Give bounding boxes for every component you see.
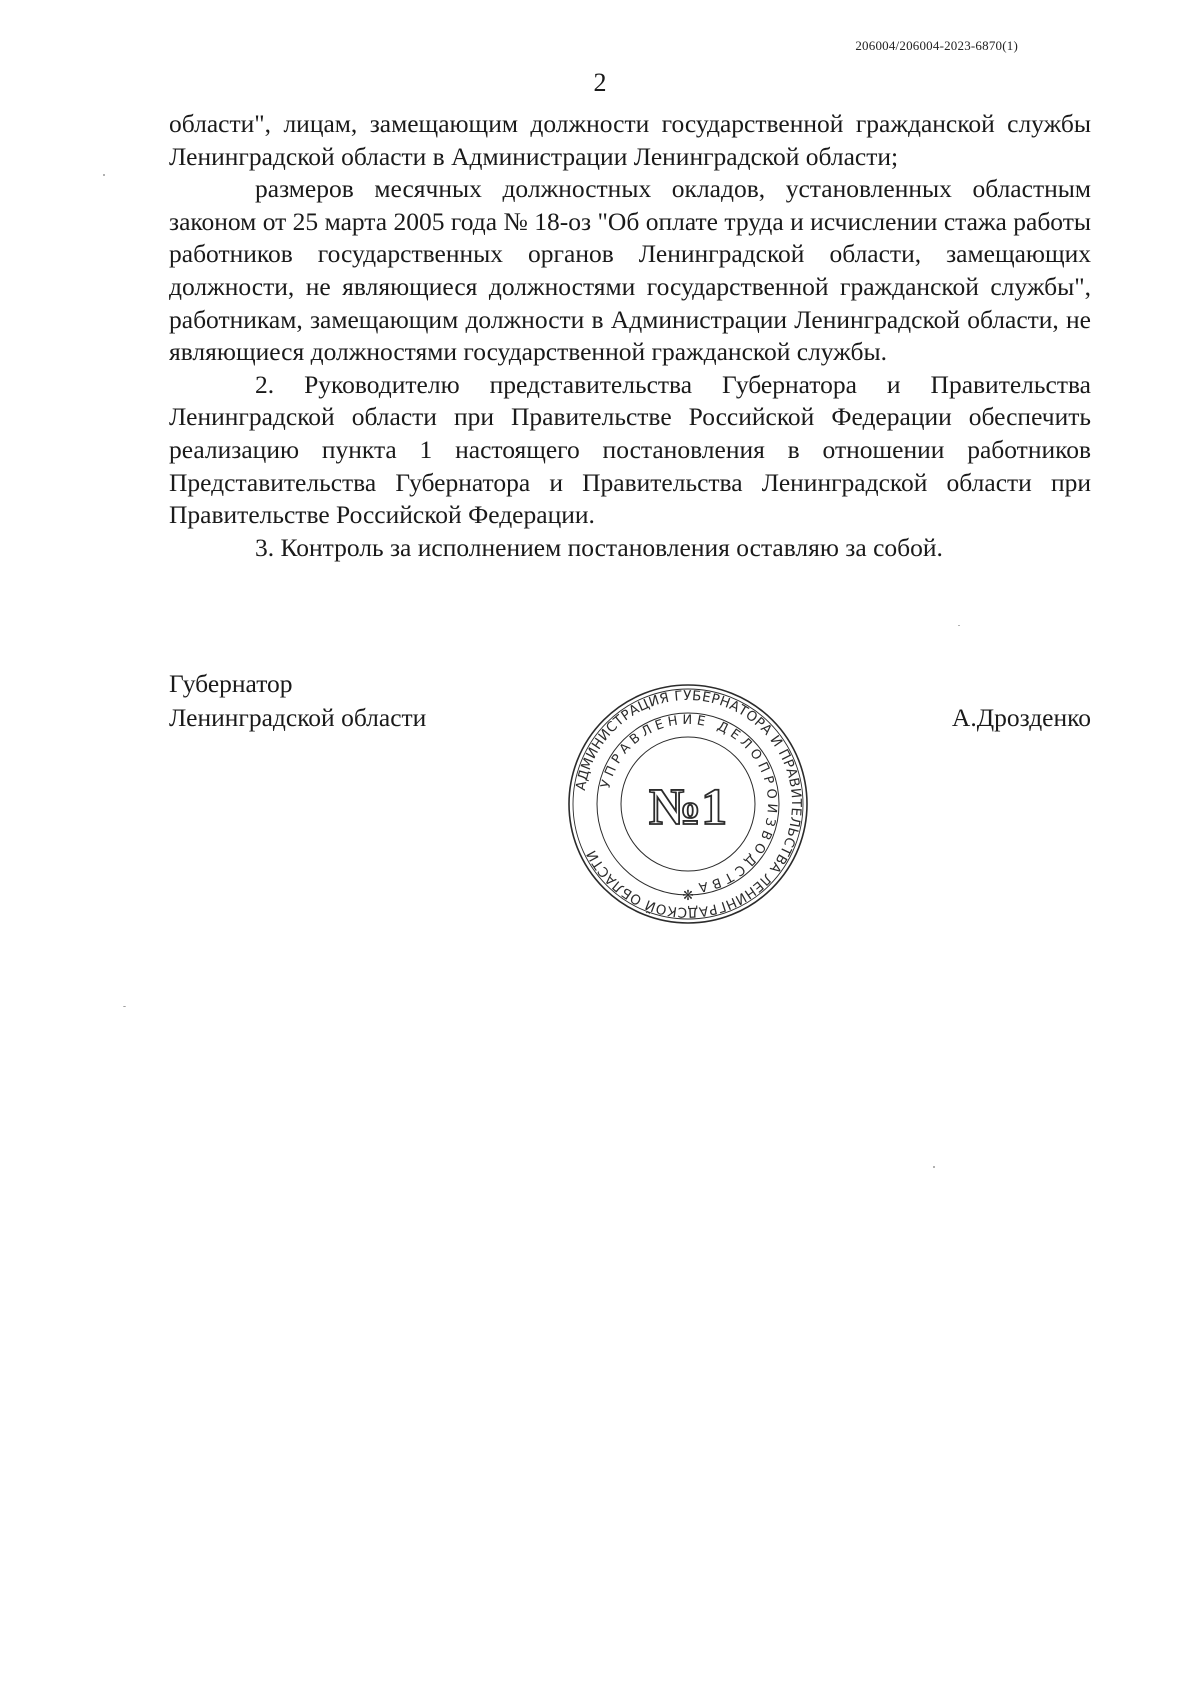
official-seal: [567, 683, 809, 925]
signatory-title-line-2: Ленинградской области: [169, 703, 427, 732]
signatory-name: А.Дрозденко: [951, 703, 1091, 732]
seal-star-icon: ❋: [682, 888, 694, 904]
paragraph-clause-2: 2. Руководителю представительства Губернатора и Правительства Ленинградской области при Правительстве Российской Федерации обеспечить реализацию пункта 1 настоящего постановления в отношении работников Представительства Губернатора и Правительства Ленинградской области при Правительстве Российской Федерации.: [169, 369, 1091, 530]
document-body: [169, 108, 1091, 564]
paragraph-continuation: области", лицам, замещающим должности государственной гражданской службы Ленинградской области в Администрации Ленинградской области;: [169, 109, 1091, 171]
page-number: 2: [593, 68, 607, 97]
scan-speck: [958, 625, 960, 626]
document-registration-number: 206004/206004-2023-6870(1): [855, 38, 1018, 53]
seal-inner-text: УПРАВЛЕНИЕ ДЕЛОПРОИЗВОДСТВА: [598, 712, 780, 895]
paragraph-clause-3: 3. Контроль за исполнением постановления оставляю за собой.: [255, 532, 943, 562]
seal-outer-text: АДМИНИСТРАЦИЯ ГУБЕРНАТОРА И ПРАВИТЕЛЬСТВА ЛЕНИНГРАДСКОЙ ОБЛАСТИ: [572, 687, 805, 921]
signatory-title-line-1: Губернатор: [169, 669, 293, 698]
paragraph-salary-sizes: размеров месячных должностных окладов, установленных областным законом от 25 марта 2005 года № 18-оз "Об оплате труда и исчислении стажа работы работников государственных органов Ленинградской области, замещающих должности, не являющиеся должностями государственной гражданской службы", работникам, замещающим должности в Администрации Ленинградской области, не являющиеся должностями государственной гражданской службы.: [169, 174, 1091, 367]
scan-speck: [103, 174, 105, 176]
signatory-title: [169, 667, 426, 735]
scan-speck: [123, 1006, 126, 1007]
seal-center-number: №1: [648, 779, 728, 836]
scan-speck: [933, 1166, 935, 1168]
